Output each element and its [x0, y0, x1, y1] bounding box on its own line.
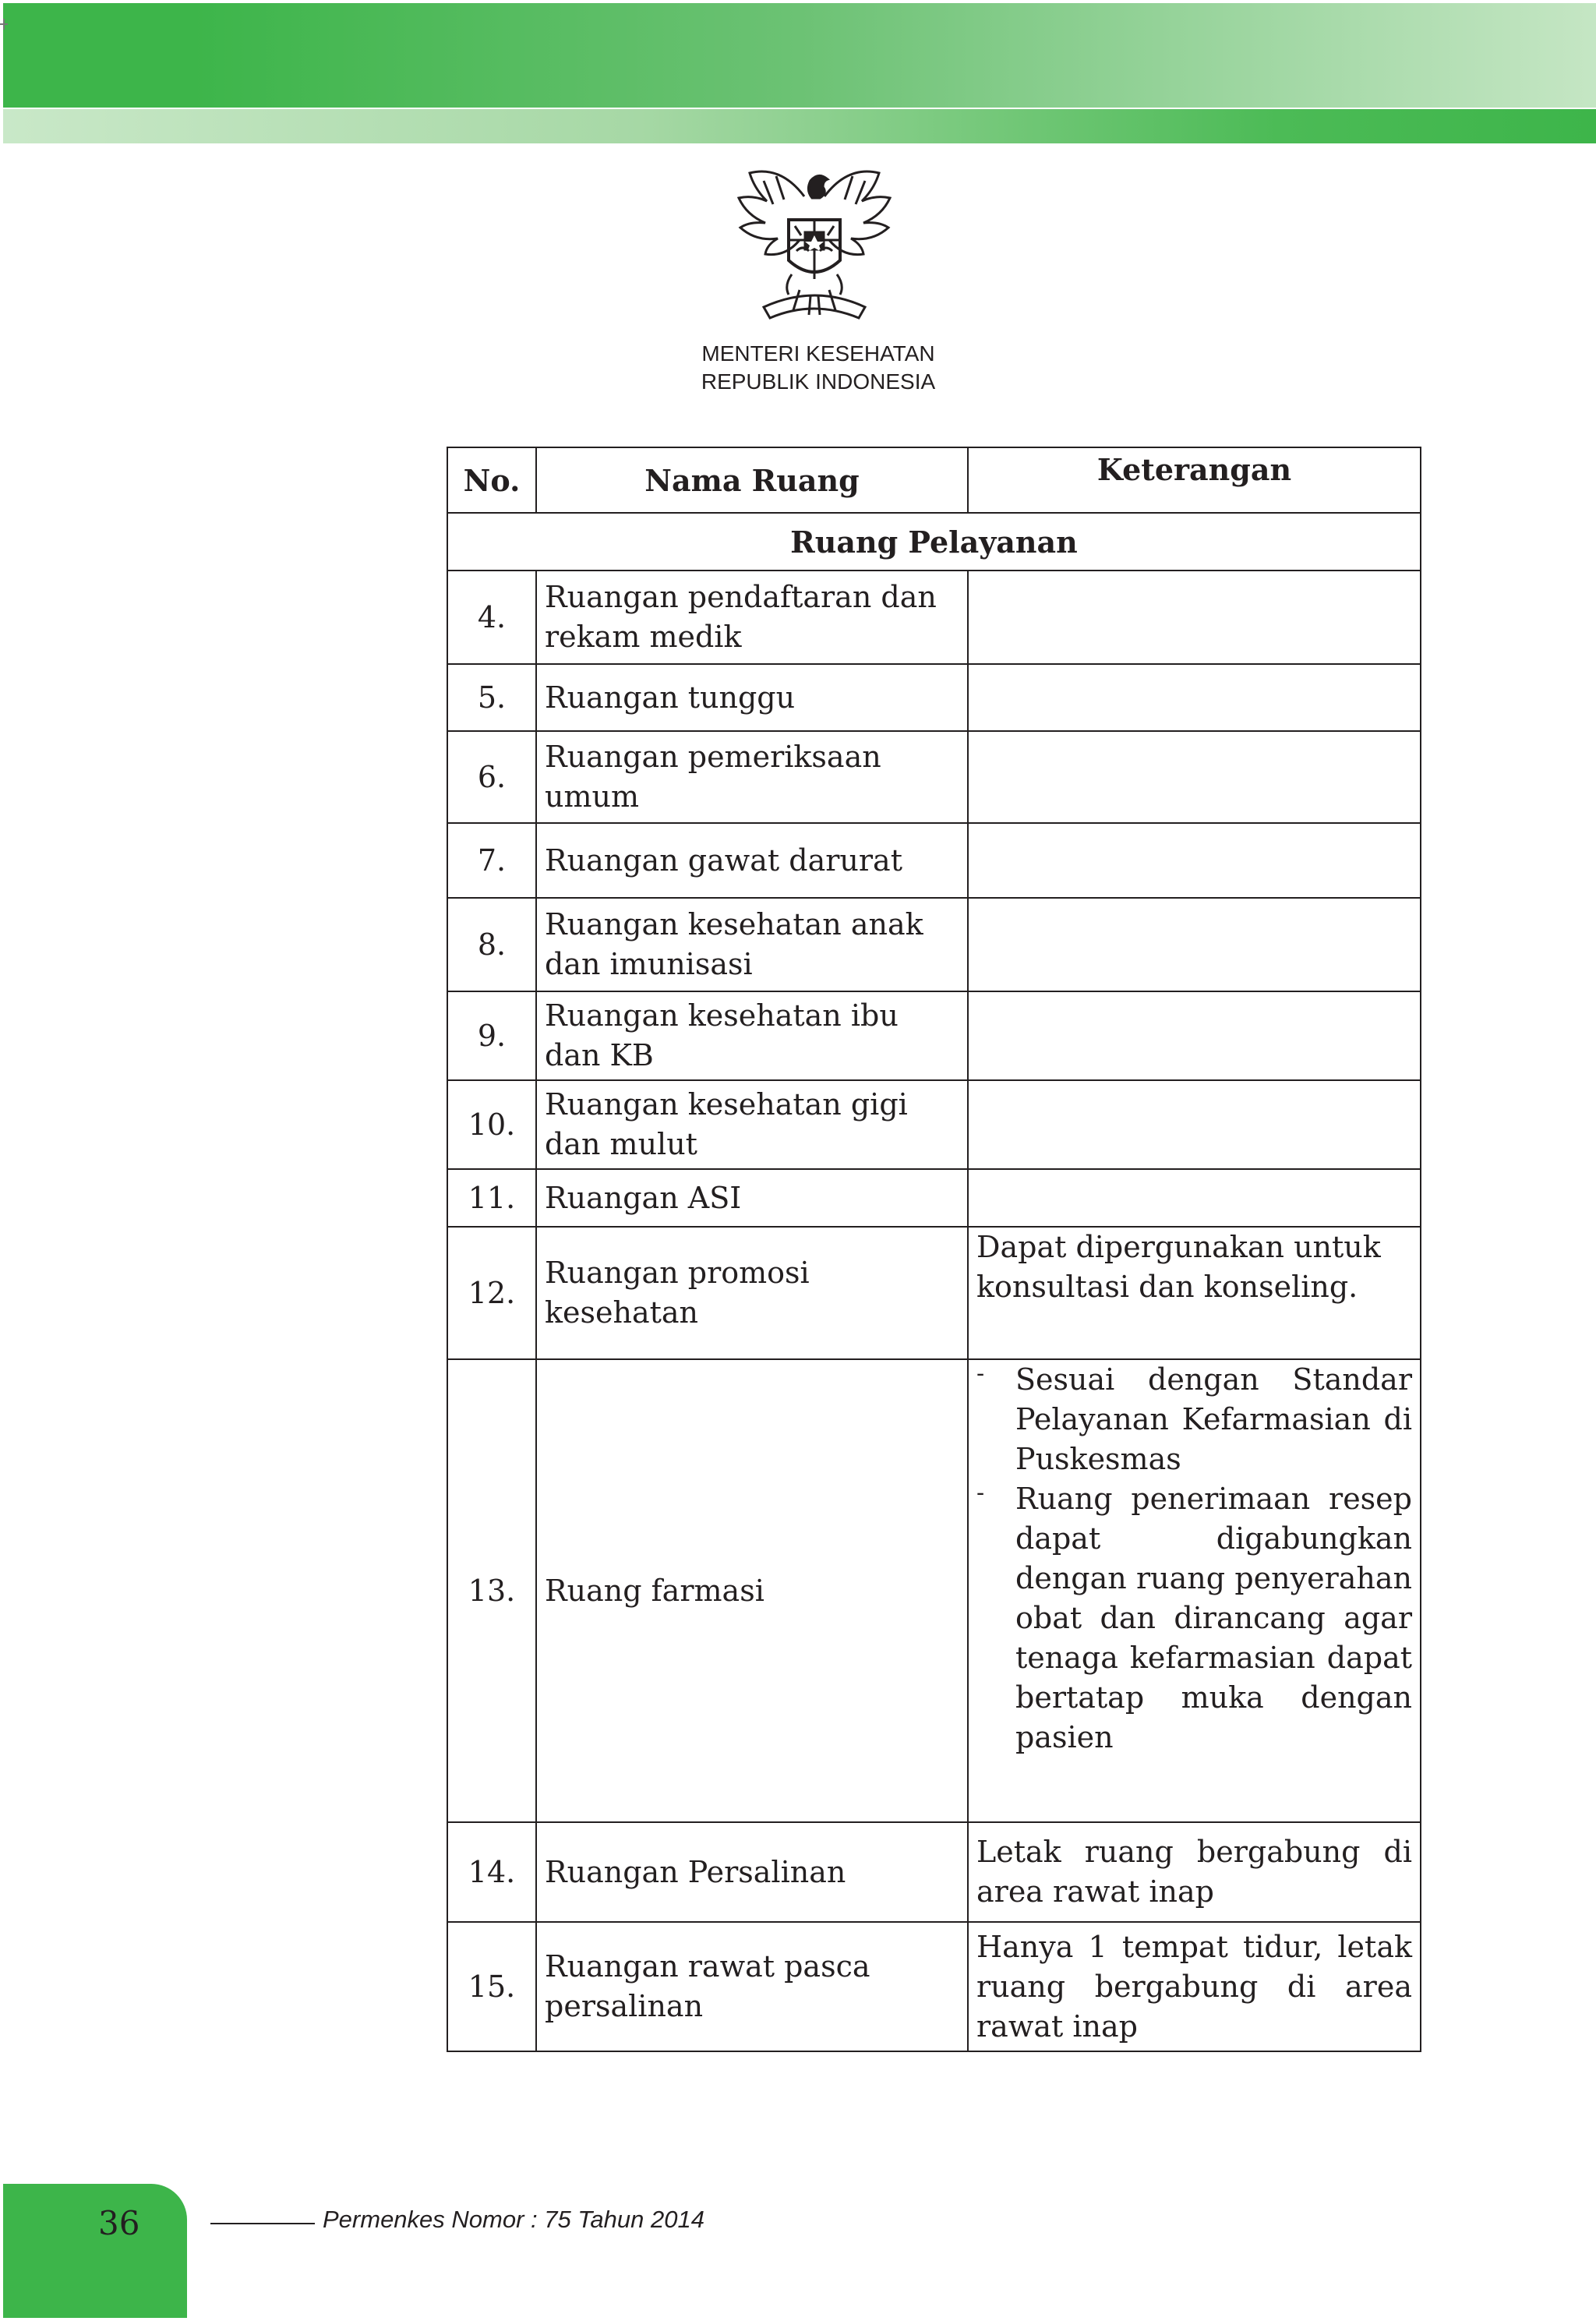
nama-line: Ruangan kesehatan anak	[545, 907, 923, 941]
header-nama-ruang: Nama Ruang	[536, 447, 968, 513]
garuda-pancasila-emblem-icon	[733, 165, 896, 337]
bullet-dash: -	[976, 1360, 985, 1387]
header-no: No.	[447, 447, 536, 513]
row-keterangan	[968, 991, 1421, 1080]
nama-line: Ruangan pemeriksaan	[545, 740, 881, 774]
row-nama	[536, 1359, 968, 1822]
footer-rule	[210, 2223, 315, 2224]
table-row	[447, 731, 1421, 823]
row-nama	[536, 991, 968, 1080]
row-nama	[536, 571, 968, 664]
row-keterangan	[968, 1080, 1421, 1169]
table-row	[447, 664, 1421, 731]
section-row	[447, 513, 1421, 571]
section-title: Ruang Pelayanan	[447, 513, 1421, 571]
nama-line: Ruangan Persalinan	[545, 1854, 846, 1889]
row-keterangan	[968, 823, 1421, 898]
table-header-row	[447, 447, 1421, 513]
row-no: 8.	[447, 898, 536, 991]
row-keterangan	[968, 1227, 1421, 1359]
nama-line: Ruangan rawat pasca	[545, 1949, 870, 1984]
table-row	[447, 823, 1421, 898]
room-table	[447, 447, 1421, 2052]
row-nama	[536, 1922, 968, 2051]
row-no: 12.	[447, 1227, 536, 1359]
table-row	[447, 1080, 1421, 1169]
page-number-tab	[3, 2184, 187, 2318]
row-no: 9.	[447, 991, 536, 1080]
row-keterangan	[968, 898, 1421, 991]
nama-line: Ruangan kesehatan gigi	[545, 1087, 908, 1122]
row-nama	[536, 898, 968, 991]
table-row	[447, 1227, 1421, 1359]
row-nama	[536, 1822, 968, 1922]
table-row	[447, 991, 1421, 1080]
ministry-title	[655, 340, 982, 396]
row-keterangan	[968, 664, 1421, 731]
ministry-line-1: MENTERI KESEHATAN	[701, 341, 935, 366]
nama-line: dan mulut	[545, 1127, 697, 1161]
list-item	[976, 1360, 1412, 1479]
keterangan-line: konsultasi dan konseling.	[976, 1270, 1358, 1304]
row-no: 11.	[447, 1169, 536, 1227]
row-no: 7.	[447, 823, 536, 898]
row-keterangan	[968, 571, 1421, 664]
list-item-text: Ruang penerimaan resep dapat digabungkan dengan ruang penyerahan obat dan dirancang agar tenaga kefarmasian dapat bertatap muka dengan pasien	[1015, 1482, 1412, 1754]
row-nama	[536, 1169, 968, 1227]
row-no: 6.	[447, 731, 536, 823]
row-nama	[536, 664, 968, 731]
nama-line: dan imunisasi	[545, 947, 753, 981]
nama-line: Ruangan kesehatan ibu	[545, 998, 899, 1033]
nama-line: Ruang farmasi	[545, 1573, 764, 1608]
footer-document-ref: Permenkes Nomor : 75 Tahun 2014	[323, 2206, 704, 2233]
nama-line: Ruangan gawat darurat	[545, 843, 902, 878]
nama-line: Ruangan ASI	[545, 1180, 742, 1215]
row-keterangan	[968, 731, 1421, 823]
row-keterangan: Letak ruang bergabung di area rawat inap	[968, 1822, 1421, 1922]
nama-line: dan KB	[545, 1038, 654, 1072]
row-no: 15.	[447, 1922, 536, 2051]
row-nama	[536, 1227, 968, 1359]
crop-mark	[3, 19, 5, 30]
nama-line: Ruangan pendaftaran dan	[545, 580, 937, 614]
row-no: 13.	[447, 1359, 536, 1822]
nama-line: rekam medik	[545, 620, 742, 654]
nama-line: Ruangan tunggu	[545, 680, 796, 715]
row-nama	[536, 823, 968, 898]
row-no: 4.	[447, 571, 536, 664]
table-row	[447, 1922, 1421, 2051]
list-item	[976, 1479, 1412, 1758]
row-keterangan	[968, 1169, 1421, 1227]
header-green-band	[3, 3, 1596, 108]
nama-line: kesehatan	[545, 1295, 699, 1330]
header-green-stripe	[3, 109, 1596, 143]
header-keterangan: Keterangan	[968, 447, 1421, 513]
row-keterangan	[968, 1359, 1421, 1822]
keterangan-list	[976, 1360, 1412, 1758]
row-no: 5.	[447, 664, 536, 731]
nama-line: persalinan	[545, 1989, 704, 2023]
nama-line: umum	[545, 779, 640, 814]
row-no: 10.	[447, 1080, 536, 1169]
nama-line: Ruangan promosi	[545, 1256, 810, 1290]
table-row	[447, 571, 1421, 664]
table-row	[447, 1822, 1421, 1922]
keterangan-line: Dapat dipergunakan untuk	[976, 1230, 1381, 1264]
table-row	[447, 1169, 1421, 1227]
table-row	[447, 1359, 1421, 1822]
ministry-line-2: REPUBLIK INDONESIA	[701, 369, 936, 394]
row-nama	[536, 731, 968, 823]
row-keterangan: Hanya 1 tempat tidur, letak ruang bergabung di area rawat inap	[968, 1922, 1421, 2051]
bullet-dash: -	[976, 1479, 985, 1507]
table-row	[447, 898, 1421, 991]
row-no: 14.	[447, 1822, 536, 1922]
page-number: 36	[98, 2204, 140, 2242]
row-nama	[536, 1080, 968, 1169]
list-item-text: Sesuai dengan Standar Pelayanan Kefarmasian di Puskesmas	[1015, 1362, 1412, 1476]
